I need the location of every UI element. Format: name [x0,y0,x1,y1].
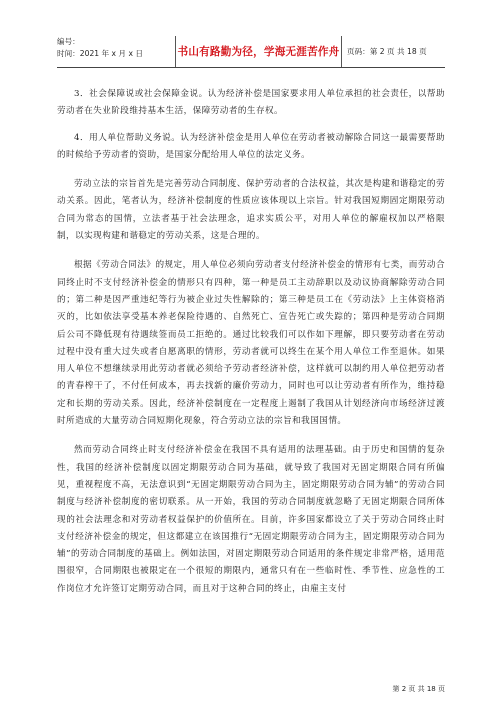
paragraph: 3．社会保障说或社会保障金说。认为经济补偿是国家要求用人单位承担的社会责任，以帮助劳动者在失业阶段维持基本生活，保障劳动者的生存权。 [57,89,445,117]
paragraph: 劳动立法的宗旨首先是完善劳动合同制度、保护劳动者的合法权益，其次是构建和谐稳定的劳动关系。因此，笔者认为，经济补偿制度的性质应该体现以上宗旨。针对我国短期固定期限劳动合同为常态的国情，立法者基于社会法理念，追求实质公平，对用人单位的解雇权加以严格限制，以实现构建和谐稳定的劳动关系，这是合理的。 [57,179,445,242]
page-header [57,36,445,67]
doc-number-label: 编号： [57,37,80,46]
paragraph: 然而劳动合同终止时支付经济补偿金在我国不具有适用的法理基础。由于历史和国情的复杂性，我国的经济补偿制度以固定期限劳动合同为基础，就导致了我国对无固定期限合同有所偏见，重视程度不高，无法意识到“无固定期限劳动合同为主，固定期限劳动合同为辅”的劳动合同制度与经济补偿制度的密切联系。从一开始，我国的劳动合同制度就忽略了无固定期限合同所体现的社会法理念和对劳动者权益保护的价值所在。目前，许多国家都设立了关于劳动合同终止时支付经济补偿金的规定，但这都建立在该国推行“无固定期限劳动合同为主，固定期限劳动合同为辅”的劳动合同制度的基础上。例如法国，对固定期限劳动合同适用的条件规定非常严格，适用范围很窄，合同期限也被限定在一个很短的期限内，通常只有在一些临时性、季节性、应急性的工作岗位才允许签订定期劳动合同，而且对于这种合同的终止，由雇主支付 [57,445,445,594]
document-body [57,86,445,607]
header-divider [57,67,445,68]
header-motto: 书山有路勤为径，学海无涯苦作舟 [175,36,342,67]
paragraph: 根据《劳动合同法》的规定，用人单位必须向劳动者支付经济补偿金的情形有七类，而劳动合同终止时不支付经济补偿金的情形只有四种，第一种是员工主动辞职以及动议协商解除劳动合同的；第二种是因严重违纪等行为被企业过失性解除的；第三种是员工在《劳动法》上主体资格消灭的，比如依法享受基本养老保险待遇的、自然死亡、宣告死亡或失踪的；第四种是劳动合同期后公司不降低现有待遇续签而员工拒绝的。通过比较我们可以作如下理解，即只要劳动者在劳动过程中没有重大过失或者自愿离职的情形，劳动者就可以终生在某个用人单位工作至退休。如果用人单位不想继续录用此劳动者就必须给予劳动者经济补偿，这样就可以制约用人单位把劳动者的青春榨干了，不付任何成本，再去找新的廉价劳动力，同时也可以让劳动者有所作为，维持稳定和长期的劳动关系。因此，经济补偿制度在一定程度上遏制了我国从计划经济向市场经济过渡时所造成的大量劳动合同短期化现象，符合劳动立法的宗旨和我国国情。 [57,260,445,427]
page-footer: 第 2 页 共 18 页 [392,685,445,693]
paragraph: 4．用人单位帮助义务说。认为经济补偿金是用人单位在劳动者被动解除合同这一最需要帮助的时候给予劳动者的资助，是国家分配给用人单位的法定义务。 [57,132,445,160]
header-meta [57,36,175,67]
time-label: 时间：2021 年 x 月 x 日 [57,49,143,58]
header-page-info: 页码：第 2 页 共 18 页 [347,47,427,56]
